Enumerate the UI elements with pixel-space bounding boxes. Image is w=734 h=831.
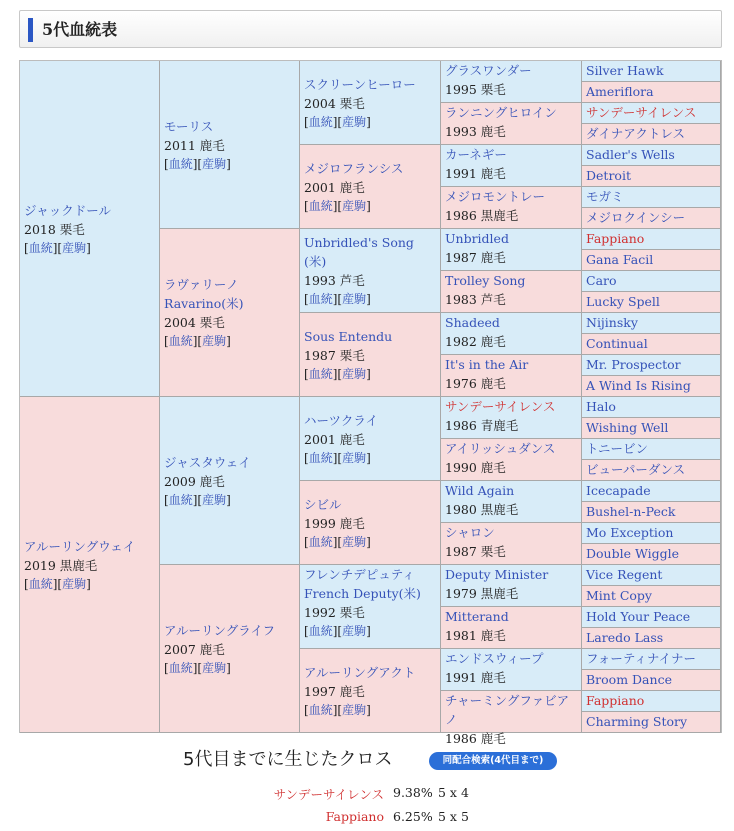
pedigree-cell-gen2 [160, 565, 300, 733]
horse-year-color: 1999 鹿毛 [304, 515, 365, 531]
pedigree-cell-gen4 [441, 481, 582, 523]
pedigree-link[interactable]: 血統 [28, 576, 53, 591]
pedigree-cell-gen3 [300, 481, 441, 565]
horse-name-link[interactable]: Icecapade [586, 483, 651, 498]
produce-link[interactable]: 産駒 [342, 292, 367, 306]
horse-name-link[interactable]: メジロフランシス [304, 160, 404, 176]
cross-horse-name[interactable]: Fappiano [325, 809, 384, 824]
horse-name-link[interactable]: Bushel-n-Peck [586, 504, 676, 519]
horse-name-link[interactable]: アルーリングライフ [164, 622, 276, 638]
pedigree-cell-gen4 [441, 271, 582, 313]
pedigree-link[interactable]: 血統 [28, 240, 53, 255]
horse-links: [血統][産駒] [24, 576, 91, 591]
pedigree-cell-gen4 [441, 313, 582, 355]
horse-year-color: 2009 鹿毛 [164, 473, 225, 489]
horse-links: [血統][産駒] [24, 240, 91, 255]
horse-name-link[interactable]: Shadeed [445, 315, 500, 330]
horse-links: [血統][産駒] [304, 702, 371, 717]
pedigree-cell-gen4 [441, 691, 582, 746]
horse-year-color: 1979 黒鹿毛 [445, 586, 519, 601]
pedigree-cell-gen4 [441, 439, 582, 481]
horse-name-link[interactable]: チャーミングファビアノ [445, 693, 570, 727]
section-header [19, 10, 722, 48]
horse-links: [血統][産駒] [304, 366, 371, 381]
pedigree-link[interactable]: 血統 [168, 156, 193, 171]
horse-name-link[interactable]: カーネギー [445, 147, 507, 162]
pedigree-link[interactable]: 血統 [168, 334, 193, 348]
horse-links: [血統][産駒] [164, 660, 231, 675]
horse-year-color: 1982 鹿毛 [445, 334, 506, 349]
pedigree-cell-gen3 [300, 565, 441, 649]
horse-name-link[interactable]: Lucky Spell [586, 294, 660, 309]
produce-link[interactable]: 産駒 [342, 702, 367, 717]
pedigree-cell-gen4 [441, 523, 582, 565]
horse-links: [血統][産駒] [304, 292, 371, 306]
pedigree-cell-gen5 [582, 61, 721, 82]
pedigree-cell-gen5 [582, 481, 721, 502]
horse-name-link[interactable]: Double Wiggle [586, 546, 679, 561]
pedigree-cell-gen5 [582, 565, 721, 586]
produce-link[interactable]: 産駒 [342, 366, 367, 381]
horse-name-link[interactable]: Mr. Prospector [586, 357, 681, 372]
horse-name-link[interactable]: Sous Entendu [304, 328, 393, 344]
horse-links: [血統][産駒] [164, 334, 231, 348]
pedigree-cell-gen5 [582, 250, 721, 271]
horse-year-color: 2001 鹿毛 [304, 431, 365, 447]
horse-year-color: 1980 黒鹿毛 [445, 502, 519, 517]
horse-year-color: 1976 鹿毛 [445, 376, 506, 391]
horse-name-link[interactable]: Unbridled's Song (米) [304, 235, 414, 269]
horse-name-link[interactable]: アイリッシュダンス [445, 441, 556, 456]
cross-percentage: 9.38% [393, 785, 433, 800]
horse-name-link[interactable]: モガミ [586, 189, 624, 204]
horse-name-link[interactable]: Fappiano [586, 693, 645, 708]
pedigree-cell-gen5 [582, 82, 721, 103]
pedigree-cell-gen5 [582, 208, 721, 229]
horse-year-color: 1987 栗毛 [304, 347, 365, 363]
produce-link[interactable]: 産駒 [202, 156, 227, 171]
horse-name-link[interactable]: アルーリングウェイ [24, 538, 136, 554]
horse-name-link[interactable]: メジロクインシー [586, 210, 686, 225]
pedigree-cell-gen4 [441, 61, 582, 103]
pedigree-cell-gen5 [582, 187, 721, 208]
pedigree-cell-gen5 [582, 691, 721, 712]
pedigree-cell-gen2 [160, 61, 300, 229]
cross-generation: 5 x 5 [438, 809, 469, 824]
produce-link[interactable]: 産駒 [62, 576, 87, 591]
pedigree-cell-gen5 [582, 271, 721, 292]
pedigree-cell-gen5 [582, 313, 721, 334]
horse-name-link[interactable]: Fappiano [586, 231, 645, 246]
horse-year-color: 1986 黒鹿毛 [445, 208, 519, 223]
horse-year-color: 2004 栗毛 [304, 95, 365, 111]
pedigree-cell-gen3 [300, 397, 441, 481]
horse-name-link[interactable]: サンデーサイレンス [445, 399, 556, 414]
pedigree-cell-gen3 [300, 229, 441, 313]
horse-name-link[interactable]: ダイナアクトレス [586, 126, 686, 141]
produce-link[interactable]: 産駒 [202, 334, 227, 348]
pedigree-cell-gen4 [441, 649, 582, 691]
produce-link[interactable]: 産駒 [342, 450, 367, 465]
pedigree-cell-gen5 [582, 523, 721, 544]
horse-year-color: 2001 鹿毛 [304, 179, 365, 195]
cross-percentage: 6.25% [393, 809, 433, 824]
horse-links: [血統][産駒] [164, 492, 231, 507]
horse-name-link[interactable]: A Wind Is Rising [586, 378, 691, 393]
horse-name-link[interactable]: Gana Facil [586, 252, 654, 267]
horse-year-color: 1983 芦毛 [445, 292, 506, 307]
pedigree-link[interactable]: 血統 [168, 660, 193, 675]
pedigree-cell-gen5 [582, 712, 721, 733]
pedigree-cell-gen5 [582, 397, 721, 418]
horse-name-link[interactable]: モーリス [164, 118, 214, 134]
pedigree-link[interactable]: 血統 [308, 450, 333, 465]
cross-title: 5代目までに生じたクロス [183, 749, 393, 770]
horse-name-link[interactable]: Halo [586, 399, 616, 414]
horse-name-link[interactable]: Wild Again [445, 483, 515, 498]
horse-name-link[interactable]: Unbridled [445, 231, 509, 246]
pedigree-cell-gen5 [582, 607, 721, 628]
header-accent-bar [28, 18, 33, 42]
pedigree-cell-gen5 [582, 355, 721, 376]
horse-name-link[interactable]: スクリーンヒーロー [304, 76, 416, 92]
pedigree-cell-gen5 [582, 670, 721, 691]
pedigree-cell-gen1 [20, 61, 160, 397]
pedigree-cell-gen5 [582, 544, 721, 565]
horse-name-link[interactable]: エンドスウィープ [445, 651, 544, 666]
pedigree-cell-gen5 [582, 334, 721, 355]
pedigree-cell-gen5 [582, 103, 721, 124]
horse-name-link[interactable]: ジャックドール [24, 202, 112, 218]
pedigree-cell-gen5 [582, 502, 721, 523]
pedigree-cell-gen4 [441, 565, 582, 607]
horse-name-link[interactable]: フレンチデピュティ French Deputy(米) [304, 567, 421, 601]
horse-name-link[interactable]: Nijinsky [586, 315, 638, 330]
horse-name-link[interactable]: Sadler's Wells [586, 147, 675, 162]
horse-year-color: 1995 栗毛 [445, 82, 506, 97]
horse-links: [血統][産駒] [164, 156, 231, 171]
pedigree-link[interactable]: 血統 [168, 492, 193, 507]
horse-links: [血統][産駒] [304, 198, 371, 213]
horse-name-link[interactable]: Mitterand [445, 609, 509, 624]
pedigree-cell-gen5 [582, 229, 721, 250]
produce-link[interactable]: 産駒 [342, 114, 367, 129]
horse-name-link[interactable]: Trolley Song [445, 273, 526, 288]
horse-year-color: 1981 鹿毛 [445, 628, 506, 643]
horse-year-color: 1993 芦毛 [304, 273, 365, 288]
horse-year-color: 1992 栗毛 [304, 605, 365, 620]
horse-year-color: 1987 鹿毛 [445, 250, 506, 265]
pedigree-cell-gen5 [582, 145, 721, 166]
horse-year-color: 2004 栗毛 [164, 315, 225, 330]
pedigree-cell-gen3 [300, 61, 441, 145]
pedigree-cell-gen5 [582, 628, 721, 649]
pedigree-cell-gen3 [300, 145, 441, 229]
horse-year-color: 1993 鹿毛 [445, 124, 506, 139]
horse-name-link[interactable]: Hold Your Peace [586, 609, 691, 624]
horse-name-link[interactable]: ビューパーダンス [586, 462, 686, 477]
pedigree-cell-gen5 [582, 418, 721, 439]
same-mating-search-button[interactable]: 同配合検索(4代目まで) [429, 752, 557, 770]
horse-name-link[interactable]: トニービン [586, 441, 649, 456]
horse-year-color: 2018 栗毛 [24, 221, 85, 237]
produce-link[interactable]: 産駒 [342, 624, 367, 638]
pedigree-link[interactable]: 血統 [308, 198, 333, 213]
horse-name-link[interactable]: ハーツクライ [304, 412, 379, 428]
horse-year-color: 1986 青鹿毛 [445, 418, 519, 433]
horse-year-color: 1987 栗毛 [445, 544, 506, 559]
horse-links: [血統][産駒] [304, 534, 371, 549]
produce-link[interactable]: 産駒 [342, 198, 367, 213]
horse-name-link[interactable]: It's in the Air [445, 357, 529, 372]
produce-link[interactable]: 産駒 [62, 240, 87, 255]
pedigree-cell-gen1 [20, 397, 160, 733]
horse-name-link[interactable]: アルーリングアクト [304, 664, 416, 680]
produce-link[interactable]: 産駒 [342, 534, 367, 549]
pedigree-cell-gen4 [441, 397, 582, 439]
cross-horse-name[interactable]: サンデーサイレンス [273, 787, 384, 802]
horse-name-link[interactable]: Detroit [586, 168, 631, 183]
pedigree-cell-gen4 [441, 187, 582, 229]
horse-name-link[interactable]: Charming Story [586, 714, 688, 729]
pedigree-cell-gen4 [441, 355, 582, 397]
horse-name-link[interactable]: ランニングヒロイン [445, 105, 557, 120]
horse-year-color: 1997 鹿毛 [304, 683, 365, 699]
horse-year-color: 1990 鹿毛 [445, 460, 506, 475]
horse-name-link[interactable]: ラヴァリーノ Ravarino(米) [164, 277, 244, 311]
horse-name-link[interactable]: シビル [304, 496, 342, 512]
horse-name-link[interactable]: フォーティナイナー [586, 651, 697, 666]
cross-row [0, 809, 734, 829]
horse-links: [血統][産駒] [304, 450, 371, 465]
cross-generation: 5 x 4 [438, 785, 469, 800]
cross-row [0, 785, 734, 805]
pedigree-link[interactable]: 血統 [308, 114, 333, 129]
horse-name-link[interactable]: Continual [586, 336, 648, 351]
horse-name-link[interactable]: Laredo Lass [586, 630, 664, 645]
horse-name-link[interactable]: Mint Copy [586, 588, 652, 603]
horse-year-color: 1986 鹿毛 [445, 731, 506, 746]
pedigree-link[interactable]: 血統 [308, 366, 333, 381]
horse-name-link[interactable]: Ameriflora [586, 84, 654, 99]
horse-name-link[interactable]: サンデーサイレンス [586, 105, 697, 120]
horse-name-link[interactable]: Vice Regent [586, 567, 663, 582]
pedigree-cell-gen5 [582, 376, 721, 397]
horse-links: [血統][産駒] [304, 624, 371, 638]
horse-name-link[interactable]: Caro [586, 273, 617, 288]
horse-links: [血統][産駒] [304, 114, 371, 129]
pedigree-link[interactable]: 血統 [308, 292, 333, 306]
produce-link[interactable]: 産駒 [202, 660, 227, 675]
pedigree-cell-gen5 [582, 292, 721, 313]
horse-name-link[interactable]: Deputy Minister [445, 567, 549, 582]
pedigree-cell-gen2 [160, 397, 300, 565]
pedigree-cell-gen5 [582, 124, 721, 145]
horse-year-color: 2011 鹿毛 [164, 137, 225, 153]
pedigree-cell-gen4 [441, 607, 582, 649]
pedigree-cell-gen5 [582, 166, 721, 187]
horse-name-link[interactable]: Broom Dance [586, 672, 672, 687]
horse-name-link[interactable]: グラスワンダー [445, 63, 532, 78]
horse-year-color: 2019 黒鹿毛 [24, 557, 98, 573]
horse-year-color: 1991 鹿毛 [445, 670, 506, 685]
horse-name-link[interactable]: メジロモントレー [445, 189, 546, 204]
pedigree-cell-gen2 [160, 229, 300, 397]
pedigree-cell-gen5 [582, 460, 721, 481]
horse-year-color: 2007 鹿毛 [164, 641, 225, 657]
horse-name-link[interactable]: ジャスタウェイ [164, 454, 251, 470]
section-title: 5代血統表 [42, 20, 118, 39]
horse-name-link[interactable]: Silver Hawk [586, 63, 664, 78]
pedigree-cell-gen3 [300, 313, 441, 397]
pedigree-cell-gen4 [441, 229, 582, 271]
pedigree-cell-gen5 [582, 649, 721, 670]
produce-link[interactable]: 産駒 [202, 492, 227, 507]
pedigree-link[interactable]: 血統 [308, 534, 333, 549]
pedigree-cell-gen4 [441, 145, 582, 187]
pedigree-cell-gen5 [582, 586, 721, 607]
pedigree-cell-gen3 [300, 649, 441, 733]
pedigree-table [19, 60, 722, 746]
horse-name-link[interactable]: Mo Exception [586, 525, 674, 540]
horse-year-color: 1991 鹿毛 [445, 166, 506, 181]
pedigree-link[interactable]: 血統 [308, 624, 333, 638]
pedigree-link[interactable]: 血統 [308, 702, 333, 717]
horse-name-link[interactable]: シャロン [445, 525, 495, 540]
pedigree-cell-gen4 [441, 103, 582, 145]
pedigree-cell-gen5 [582, 439, 721, 460]
horse-name-link[interactable]: Wishing Well [586, 420, 669, 435]
